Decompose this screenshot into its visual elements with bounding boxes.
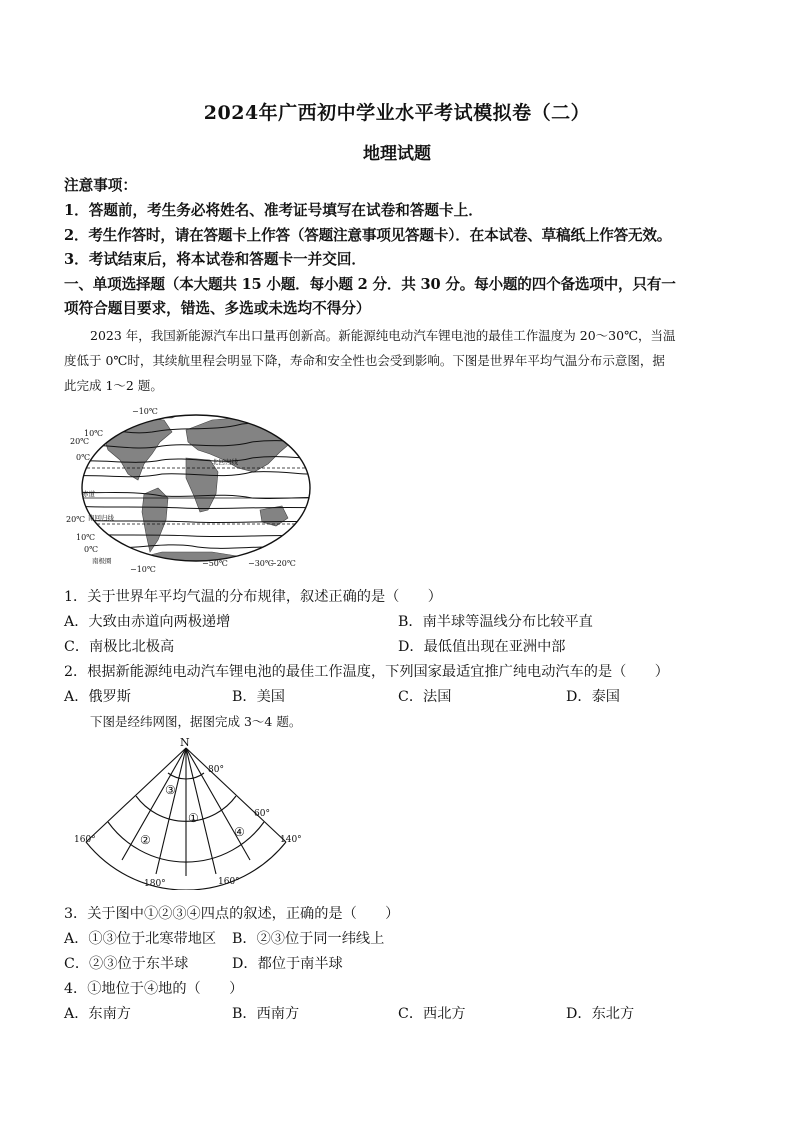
q3-option-c[interactable]: C．②③位于东半球 [64,956,189,972]
exam-title: 2024年广西初中学业水平考试模拟卷（二） [203,102,591,124]
label-lon-160-bottom: 160° [218,877,240,887]
q2-option-c[interactable]: C．法国 [398,689,452,705]
q1-option-d[interactable]: D．最低值出现在亚洲中部 [398,639,566,655]
q2-option-b[interactable]: B．美国 [232,689,285,705]
notice-item-3: 3．考试结束后，将本试卷和答题卡一并交回． [64,251,367,268]
passage1-line3: 此完成 1～2 题。 [64,378,163,393]
point-1: ① [188,811,199,825]
q4-stem: 4．①地位于④地的（ ） [64,981,244,997]
notice-heading: 注意事项： [64,177,137,194]
point-4: ④ [234,825,245,839]
notice-item-2: 2．考生作答时，请在答题卡上作答（答题注意事项见答题卡）．在本试卷、草稿纸上作答无效。 [64,227,672,244]
q2-stem: 2．根据新能源纯电动汽车锂电池的最佳工作温度，下列国家最适宜推广纯电动汽车的是（ ） [64,664,669,680]
graticule-map [74,736,310,890]
q4-option-c[interactable]: C．西北方 [398,1006,466,1022]
label-lon-140: 140° [280,835,302,845]
label-10c-north: 10℃ [84,429,104,438]
label-bottom-m10: −10℃ [130,565,156,574]
label-lat-60: 60° [254,809,270,819]
section-heading-line1: 一、单项选择题（本大题共 15 小题．每小题 2 分．共 30 分。每小题的四个备选项中，只有一 [64,276,676,293]
q1-option-c[interactable]: C．南极比北极高 [64,639,175,655]
world-temperature-map [62,402,328,574]
exam-subject: 地理试题 [363,144,431,164]
label-20c-north: 20℃ [70,437,90,446]
label-lon-160-left: 160° [74,835,96,845]
q2-option-d[interactable]: D．泰国 [566,689,620,705]
q1-option-b[interactable]: B．南半球等温线分布比较平直 [398,614,593,630]
label-south-tropic: 南回归线 [88,514,114,522]
q2-option-a[interactable]: A．俄罗斯 [64,689,131,705]
label-0c-south: 0℃ [84,545,99,554]
q3-option-a[interactable]: A．①③位于北寒带地区 [64,931,217,947]
q4-option-a[interactable]: A．东南方 [64,1006,131,1022]
passage1-line1: 2023 年，我国新能源汽车出口量再创新高。新能源纯电动汽车锂电池的最佳工作温度为 20～30℃，当温 [90,328,676,343]
label-bottom-m30: −30℃ [248,559,274,568]
label-lon-180: 180° [144,879,166,889]
q1-stem: 1．关于世界年平均气温的分布规律，叙述正确的是（ ） [64,589,442,605]
label-bottom-m20: −20℃ [270,559,296,568]
q4-option-d[interactable]: D．东北方 [566,1006,635,1022]
q3-stem: 3．关于图中①②③④四点的叙述，正确的是（ ） [64,906,400,922]
q1-option-a[interactable]: A．大致由赤道向两极递增 [64,614,231,630]
label-north-tropic: 北回归线 [212,458,238,466]
q3-option-d[interactable]: D．都位于南半球 [232,956,343,972]
passage1-line2: 度低于 0℃时，其续航里程会明显下降，寿命和安全性也会受到影响。下图是世界年平均气温分布示意图，据 [64,353,665,368]
q4-option-b[interactable]: B．西南方 [232,1006,300,1022]
label-top-m10: −10℃ [132,407,158,416]
point-3: ③ [165,783,176,797]
label-north: N [180,736,190,749]
notice-item-1: 1．答题前，考生务必将姓名、准考证号填写在试卷和答题卡上． [64,202,483,219]
label-lat-80: 80° [208,765,224,775]
label-20c-south: 20℃ [66,515,86,524]
label-10c-south: 10℃ [76,533,96,542]
label-equator: 赤道 [82,490,95,498]
label-antarctic-circle: 南极圈 [92,557,112,565]
point-2: ② [140,833,151,847]
passage2-line: 下图是经纬网图，据图完成 3～4 题。 [90,714,302,729]
label-bottom-m50: −50℃ [202,559,228,568]
label-0c-north: 0℃ [76,453,91,462]
graticule-lines [86,748,286,890]
q3-option-b[interactable]: B．②③位于同一纬线上 [232,931,385,947]
section-heading-line2: 项符合题目要求，错选、多选或未选均不得分） [64,300,371,317]
